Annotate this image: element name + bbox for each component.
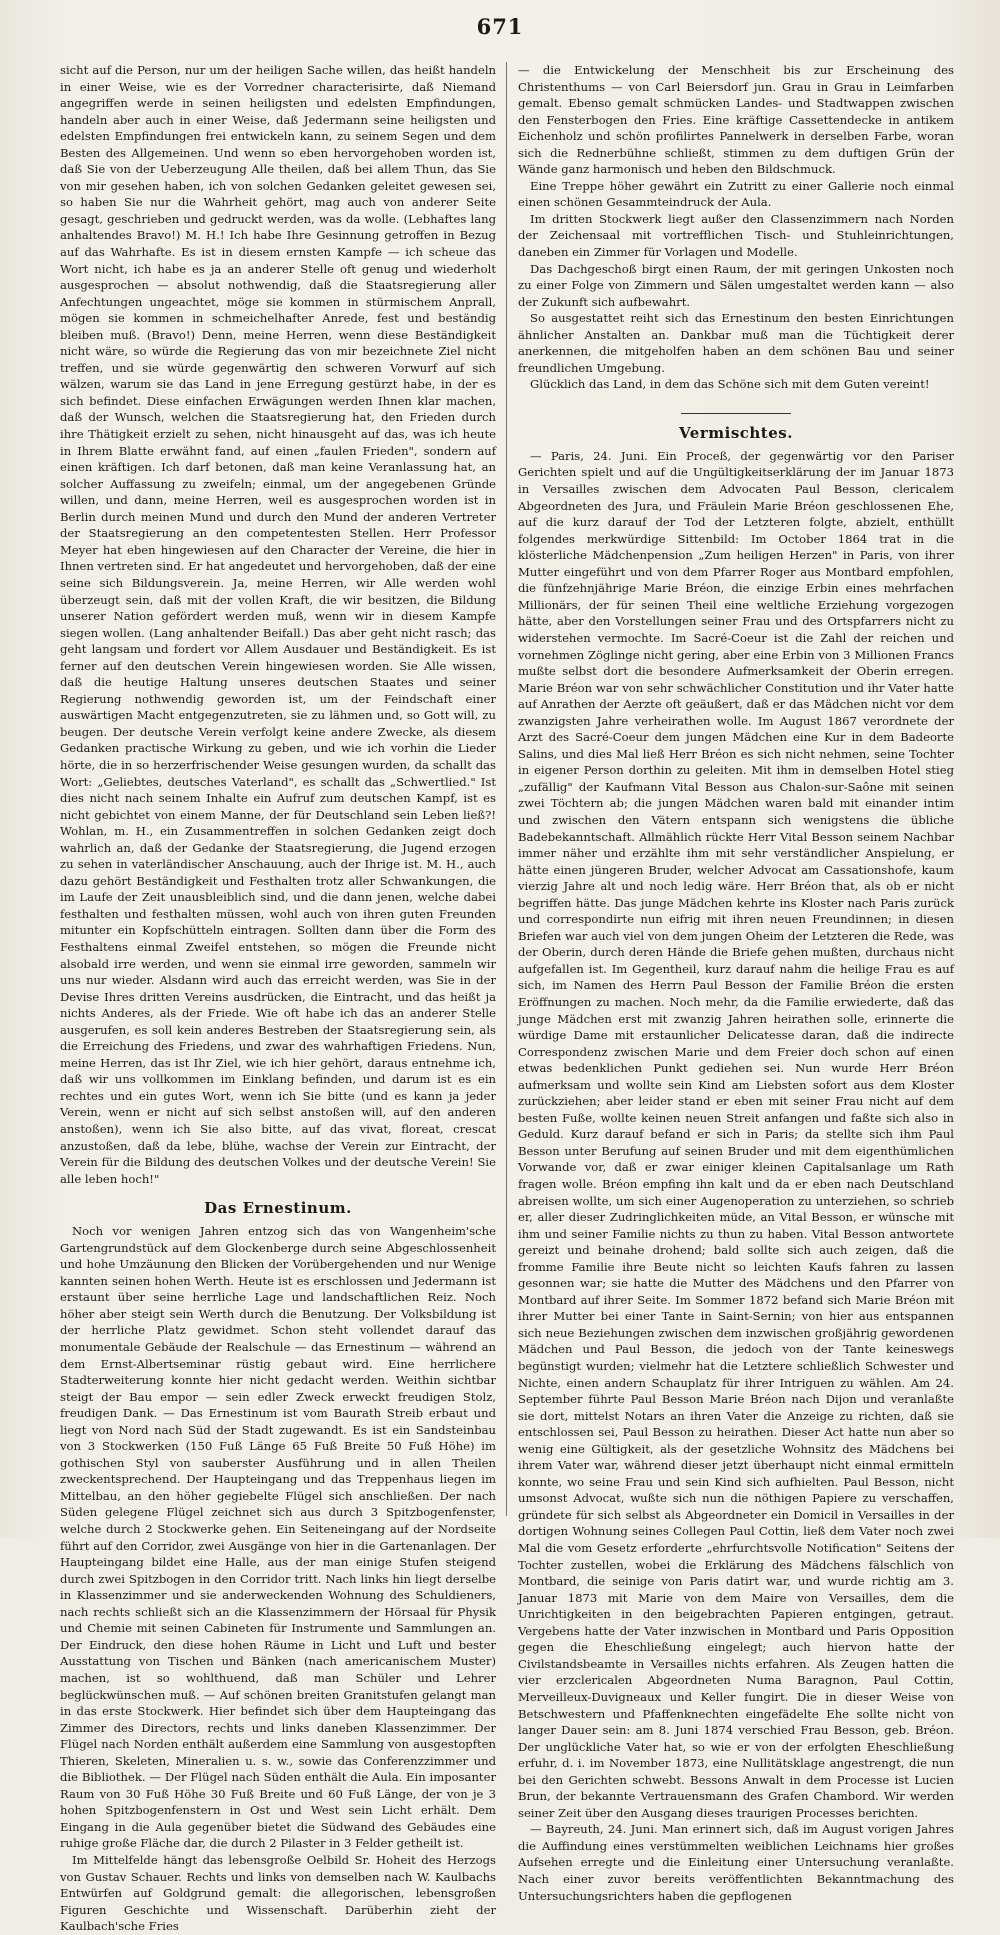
page-number: 671	[476, 14, 524, 39]
news-item-paris: — Paris, 24. Juni. Ein Proceß, der gegenwärtig vor den Pariser Gerichten spielt und auf die Ungültigkeitserklärung der im Januar 1873 in Versailles zwischen dem Advocaten Paul Besson, clericalem Abgeordneten des Jura, und Fräulein Marie Bréon geschlossenen Ehe, auf die kurz darauf der Tod der Letzteren folgte, abzielt, enthüllt folgendes merkwürdige Sittenbild: Im October 1864 trat in die klösterliche Mädchenpension „Zum heiligen Herzen" in Paris, von ihrer Mutter eingeführt und von dem Pfarrer Roger aus Montbard empfohlen, die fünfzehnjährige Marie Bréon, die einzige Erbin eines mehrfachen Millionärs, der für seinen Theil eine weltliche Erziehung vorgezogen hätte, aber den Vorstellungen seiner Frau und des Ortspfarrers nicht zu widerstehen vermochte. Im Sacré-Coeur ist die Zahl der reichen und vornehmen Zöglinge nicht gering, aber eine Erbin von 3 Millionen Francs mußte selbst dort die besondere Aufmerksamkeit der Oberin erregen. Marie Bréon war von sehr schwächlicher Constitution und ihr Vater hatte auf Anrathen der Aerzte oft geäußert, daß er das Mädchen nicht vor dem zwanzigsten Jahre verheirathen wolle. Im August 1867 verordnete der Arzt des Sacré-Coeur dem jungen Mädchen eine Kur in dem Badeorte Salins, und dies Mal ließ Herr Bréon es sich nicht nehmen, seine Tochter in eigener Person dorthin zu geleiten. Mit ihm in demselben Hotel stieg „zufällig" der Kaufmann Vital Besson aus Chalon-sur-Saône mit seinen zwei Töchtern ab; die jungen Mädchen waren bald mit einander intim und zwischen den Vätern entspann sich wenigstens die übliche Badebekanntschaft. Allmählich rückte Herr Vital Besson seinem Nachbar immer näher und erzählte ihm mit sehr verständlicher Anspielung, er hätte einen jüngeren Bruder, welcher Advocat am Cassationshofe, kaum vierzig Jahre alt und noch ledig wäre. Herr Bréon that, als ob er nicht begriffen hätte. Das junge Mädchen kehrte ins Kloster nach Paris zurück und correspondirte nun eifrig mit ihren neuen Freundinnen; in diesen Briefen war auch viel von dem jungen Oheim der Letzteren die Rede, was der Oberin, durch deren Hände die Briefe gehen mußten, durchaus nicht aufgefallen ist. Im Gegentheil, kurz darauf nahm die heilige Frau es auf sich, im Namen des Herrn Paul Besson der Familie Bréon die ersten Eröffnungen zu machen. Noch mehr, da die Familie erwiederte, daß das junge Mädchen erst mit zwanzig Jahren heirathen solle, erinnerte die würdige Dame mit erstaunlicher Delicatesse daran, daß die indirecte Correspondenz zwischen Marie und dem Freier doch schon auf einen etwas bedenklichen Punkt gediehen sei. Nun wurde Herr Bréon aufmerksam und wollte sein Kind am Liebsten sofort aus dem Kloster zurückziehen; aber leider stand er eben mit seiner Frau nicht auf dem besten Fuße, wollte keinen neuen Streit anfangen und faßte sich also in Geduld. Kurz darauf befand er sich in Paris; da stellte sich ihm Paul Besson unter Berufung auf seinen Bruder und mit dem eigenthümlichen Vorwande vor, daß er zwar einiger kleinen Capitalsanlage um Rath fragen wolle. Bréon empfing ihn kalt und da er eben nach Deutschland abreisen wollte, um sich einer Augenoperation zu unterziehen, so schrieb er, aller dieser Zudringlichkeiten müde, an Vital Besson, er wünsche mit ihm und seiner Familie nichts zu thun zu haben. Vital Besson antwortete gereizt und beinahe drohend; bald sollte sich auch zeigen, daß die fromme Familie ihre Beute nicht so leichten Kaufs fahren zu lassen gesonnen war; sie hatte die Mutter des Mädchens und den Pfarrer von Montbard auf ihrer Seite. Im Sommer 1872 befand sich Marie Bréon mit ihrer Mutter bei einer Tante in Saint-Sernin; von hier aus entspannen sich neue Beziehungen zwischen dem inzwischen großjährig gewordenen Mädchen und Paul Besson, die jedoch von der Tante keineswegs begünstigt wurden; vielmehr hat die Letztere schließlich Schwester und Nichte, einen andern Schauplatz für ihrer Intriguen zu wählen. Am 24. September führte Paul Besson Marie Bréon nach Dijon und veranlaßte sie dort, mittelst Notars an ihren Vater die Anzeige zu richten, daß sie entschlossen sei, Paul Besson zu heirathen. Dieser Act hatte nun aber so wenig eine Gültigkeit, als der gesetzliche Wohnsitz des Mädchens bei ihrem Vater war, während dieser jetzt überhaupt nicht einmal ermitteln konnte, wo seine Frau und sein Kind sich aufhielten. Paul Besson, nicht umsonst Advocat, wußte sich nun die nöthigen Papiere zu verschaffen, gründete für sich selbst als Abgeordneter ein Domicil in Versailles in der dortigen Wohnung seines Collegen Paul Cottin, ließ dem Vater noch zwei Mal die vom Gesetz erforderte „ehrfurchtsvolle Notification" Seitens der Tochter zustellen, wobei die Erklärung des Mädchens fälschlich von Montbard, die seinige von Paris datirt war, und wurde richtig am 3. Januar 1873 mit Marie von dem Maire von Versailles, dem die Unrichtigkeiten in den beigebrachten Papieren entgingen, getraut. Vergebens hatte der Vater inzwischen in Montbard und Paris Opposition gegen die Eheschließung eingelegt; auch hiervon hatte der Civilstandsbeamte in Versailles nichts erfahren. Als Zeugen hatten die vier erzclericalen Abgeordneten Numa Baragnon, Paul Cottin, Merveilleux-Duvigneaux und Keller fungirt. Die in dieser Weise von Betschwestern und Pfaffenknechten eingefädelte Ehe sollte nicht von langer Dauer sein: am 8. Juni 1874 verschied Frau Besson, geb. Bréon. Der unglückliche Vater hat, so wie er von der erfolgten Eheschließung erfuhr, d. i. im November 1873, eine Nullitätsklage angestrengt, die nun bei den Gerichten schwebt. Bessons Anwalt in dem Processe ist Lucien Brun, der bekannte Vertrauensmann des Grafen Chambord. Wir werden seiner Zeit über den Ausgang dieses traurigen Processes berichten.	[518, 448, 954, 1820]
ernestinum-continued-paragraph: Eine Treppe höher gewährt ein Zutritt zu einer Gallerie noch einmal einen schönen Gesammteindruck der Aula.	[518, 178, 954, 210]
ernestinum-continued-paragraph: So ausgestattet reiht sich das Ernestinum den besten Einrichtungen ähnlicher Anstalten an. Dankbar muß man die Tüchtigkeit derer anerkennen, die mitgeholfen haben an dem schönen Bau und seiner freundlichen Umgebung.	[518, 311, 954, 375]
speech-paragraph: sicht auf die Person, nur um der heiligen Sache willen, das heißt handeln in einer Weise, wie es der Vorredner characterisirte, daß Niemand angegriffen werde in seinen heiligsten und edelsten Empfindungen, handeln aber auch in einer Weise, daß Jedermann seine heiligsten und edelsten Empfindungen frei entwickeln kann, zu seinem Segen und dem Besten des Allgemeinen. Und wenn so eben hervorgehoben worden ist, daß Sie von der Ueberzeugung Alle theilen, daß bei allem Thun, das Sie von mir gesehen haben, ich von solchen Gedanken geleitet gewesen sei, so haben Sie nur die Wahrheit gehört, mag auch von anderer Seite gesagt, geschrieben und gedruckt werden, was da wolle. (Lebhaftes lang anhaltendes Bravo!) M. H.! Ich habe Ihre Gesinnung getroffen in Bezug auf das Wahrhafte. Es ist in diesem ernsten Kampfe — ich scheue das Wort nicht, ich habe es ja an anderer Stelle oft genug und wiederholt ausgesprochen — absolut nothwendig, daß die Staatsregierung aller Anfechtungen ungeachtet, möge sie kommen in stürmischem Anprall, mögen sie kommen in schmeichelhafter Anrede, fest und beständig bleiben muß. (Bravo!) Denn, meine Herren, wenn diese Beständigkeit nicht wäre, so würde die Regierung das von mir bezeichnete Ziel nicht treffen, und sie würde gegenwärtig den schweren Vorwurf auf sich wälzen, warum sie das Land in jene Erregung gestürzt habe, in der es sich befindet. Diese einfachen Erwägungen werden Ihnen klar machen, daß der Wunsch, welchen die Staatsregierung hat, den Frieden durch ihre Thätigkeit erzielt zu sehen, nicht hinausgeht auf das, was ich heute in Ihrem Blatte erwähnt fand, auf einen „faulen Frieden", sondern auf einen kräftigen. Ich darf betonen, daß man keine Veranlassung hat, an solcher Auffassung zu zweifeln; einmal, um der angegebenen Gründe willen, und dann, meine Herren, weil es ausgesprochen worden ist in Berlin durch meinen Mund und durch den Mund der anderen Vertreter der Staatsregierung an den competentesten Stellen. Herr Professor Meyer hat eben hingewiesen auf den Character der Vereine, die hier in Ihnen vertreten sind. Er hat angedeutet und hervorgehoben, daß der eine seine sich Bildungsverein. Ja, meine Herren, wir Alle werden wohl überzeugt sein, daß mit der vollen Kraft, die wir besitzen, die Bildung unserer Nation gefördert werden muß, wenn wir in diesem Kampfe siegen wollen. (Lang anhaltender Beifall.) Das aber geht nicht rasch; das geht langsam und fordert vor Allem Ausdauer und Beständigkeit. Es ist ferner auf den deutschen Verein hingewiesen worden. Sie Alle wissen, daß die heutige Haltung unseres deutschen Staates und seiner Regierung nothwendig geworden ist, um der Feindschaft einer auswärtigen Macht entgegenzutreten, sie zu lähmen und, so Gott will, zu beugen. Der deutsche Verein verfolgt keine andere Zwecke, als diesem Gedanken practische Wirkung zu geben, und wie ich vorhin die Lieder hörte, die in so herzerfrischender Weise gesungen wurden, da schallt das Wort: „Geliebtes, deutsches Vaterland", es schallt das „Schwertlied." Ist dies nicht nach seinem Inhalte ein Aufruf zum deutschen Kampf, ist es nicht gebichtet von einem Manne, der für Deutschland sein Leben ließ?! Wohlan, m. H., ein Zusammentreffen in solchen Gedanken zeigt doch wahrlich an, daß der Gedanke der Staatsregierung, die Jugend erzogen zu sehen in vaterländischer Anschauung, auch der Ihrige ist. M. H., auch dazu gehört Beständigkeit und Festhalten trotz aller Schwankungen, die im Laufe der Zeit unausbleiblich sind, und die dann jenen, welche dabei festhalten und festhalten müssen, wohl auch von ihren guten Freunden mitunter ein Kopfschütteln eintragen. Sollten dann über die Form des Festhaltens einmal Zweifel entstehen, so mögen die Freunde nicht alsobald irre werden, und wenn sie einmal irre geworden, sammeln wir uns nur wieder. Alsdann wird auch das erreicht werden, was Sie in der Devise Ihres dritten Vereins ausdrücken, die Eintracht, und das heißt ja nichts Anderes, als der Friede. Wie oft habe ich das an anderer Stelle ausgerufen, es soll kein anderes Bestreben der Staatsregierung sein, als die Erreichung des Friedens, und zwar des wahrhaftigen Friedens. Nun, meine Herren, das ist Ihr Ziel, wie ich hier gehört, daraus entnehme ich, daß wir uns vollkommen im Einklang befinden, und darum ist es ein rechtes und ein gutes Wort, wenn ich Sie bitte (und es kann ja jeder Verein, wenn er nicht auf sich selbst anstoßen will, auf den anderen anstoßen), wenn ich Sie also bitte, auf das vivat, floreat, crescat anzustoßen, daß da lebe, blühe, wachse der Verein zur Eintracht, der Verein für die Bildung des deutschen Volkes und der deutsche Verein! Sie alle leben hoch!"	[60, 63, 496, 1186]
section-heading-ernestinum: Das Ernestinum.	[204, 1199, 352, 1218]
ernestinum-continued-paragraph: Im dritten Stockwerk liegt außer den Classenzimmern nach Norden der Zeichensaal mit vortrefflichen Tisch- und Stuhleinrichtungen, daneben ein Zimmer für Vorlagen und Modelle.	[518, 211, 954, 260]
section-separator-line	[681, 413, 791, 414]
right-column	[518, 62, 954, 1935]
ernestinum-paragraph: Noch vor wenigen Jahren entzog sich das von Wangenheim'sche Gartengrundstück auf dem Glockenberge durch seine Abgeschlossenheit und hohe Umzäunung den Blicken der Vorübergehenden und nur Wenige kannten seinen hohen Werth. Heute ist es erschlossen und Jedermann ist erstaunt über seine herrliche Lage und landschaftlichen Reiz. Noch höher aber steigt sein Werth durch die Benutzung. Der Volksbildung ist der herrliche Platz gewidmet. Schon steht vollendet darauf das monumentale Gebäude der Realschule — das Ernestinum — während an dem Ernst-Albertseminar rüstig gebaut wird. Eine herrlichere Stadterweiterung konnte hier nicht gedacht werden. Weithin sichtbar steigt der Bau empor — sein edler Zweck erweckt freudigen Stolz, freudigen Dank. — Das Ernestinum ist vom Baurath Streib erbaut und liegt von Nord nach Süd der Stadt zugewandt. Es ist ein Sandsteinbau von 3 Stockwerken (150 Fuß Länge 65 Fuß Breite 50 Fuß Höhe) im gothischen Styl von sauberster Ausführung und in allen Theilen zweckentsprechend. Der Haupteingang und das Treppenhaus liegen im Mittelbau, an den höher gegiebelte Flügel sich anschließen. Der nach Süden gelegene Flügel zeichnet sich aus durch 3 Spitzbogenfenster, welche durch 2 Stockwerke gehen. Ein Seiteneingang auf der Nordseite führt auf den Corridor, zwei Ausgänge von hier in die Gartenanlagen. Der Haupteingang bildet eine Halle, aus der man einige Stufen steigend durch zwei Spitzbogen in den Corridor tritt. Nach links hin liegt derselbe in Klassenzimmer und sie anderweckenden Wohnung des Schuldieners, nach rechts schließt sich an die Klassenzimmern der Hörsaal für Physik und Chemie mit seinen Cabineten für Instrumente und Sammlungen an. Der Eindruck, den diese hohen Räume in Licht und Luft und bester Ausstattung von Tischen und Bänken (nach americanischem Muster) machen, ist so wohlthuend, daß man Schüler und Lehrer beglückwünschen muß. — Auf schönen breiten Granitstufen gelangt man in das erste Stockwerk. Hier befindet sich über dem Haupteingang das Zimmer des Directors, rechts und links daneben Klassenzimmer. Der Flügel nach Norden enthält außerdem eine Sammlung von ausgestopften Thieren, Skeleten, Mineralien u. s. w., sowie das Conferenzzimmer und die Bibliothek. — Der Flügel nach Süden enthält die Aula. Ein imposanter Raum von 30 Fuß Höhe 30 Fuß Breite und 60 Fuß Länge, der von je 3 hohen Spitzbogenfenstern in Ost und West sein Licht erhält. Dem Eingang in die Aula gegenüber bietet die Südwand des Gebäudes eine ruhige große Fläche dar, die durch 2 Pilaster in 3 Felder getheilt ist.	[60, 1224, 496, 1851]
ernestinum-continued-paragraph: — die Entwickelung der Menschheit bis zur Erscheinung des Christenthums — von Carl Beiersdorf jun. Grau in Grau in Leimfarben gemalt. Ebenso gemalt schmücken Landes- und Stadtwappen zwischen den Fensterbogen den Fries. Eine kräftige Cassettendecke in antikem Eichenholz und schön profilirtes Pannelwerk in derselben Farbe, woran sich die Rednerbühne schließt, stimmen zu dem duftigen Grün der Wände ganz harmonisch und heben den Bildschmuck.	[518, 63, 954, 177]
left-column	[60, 62, 496, 1935]
text-columns	[60, 62, 954, 1934]
news-item-bayreuth: — Bayreuth, 24. Juni. Man erinnert sich, daß im August vorigen Jahres die Auffindung eines verstümmelten weiblichen Leichnams hier großes Aufsehen erregte und die Einleitung einer Untersuchung veranlaßte. Nach einer zuvor bereits veröffentlichten Bekanntmachung des Untersuchungsrichters haben die gepflogenen	[518, 1822, 954, 1903]
ernestinum-paragraph: Im Mittelfelde hängt das lebensgroße Oelbild Sr. Hoheit des Herzogs von Gustav Schauer. Rechts und links von demselben nach W. Kaulbachs Entwürfen auf Goldgrund gemalt: die allegorischen, lebensgroßen Figuren Geschichte und Wissenschaft. Darüberhin zieht der Kaulbach'sche Fries	[60, 1852, 496, 1934]
ernestinum-continued-paragraph: Glücklich das Land, in dem das Schöne sich mit dem Guten vereint!	[530, 377, 930, 392]
ernestinum-continued-paragraph: Das Dachgeschoß birgt einen Raum, der mit geringen Unkosten noch zu einer Folge von Zimmern und Sälen umgestaltet werden kann — also der Zukunft sich aufbewahrt.	[518, 261, 954, 309]
section-heading-vermischtes: Vermischtes.	[679, 423, 793, 442]
